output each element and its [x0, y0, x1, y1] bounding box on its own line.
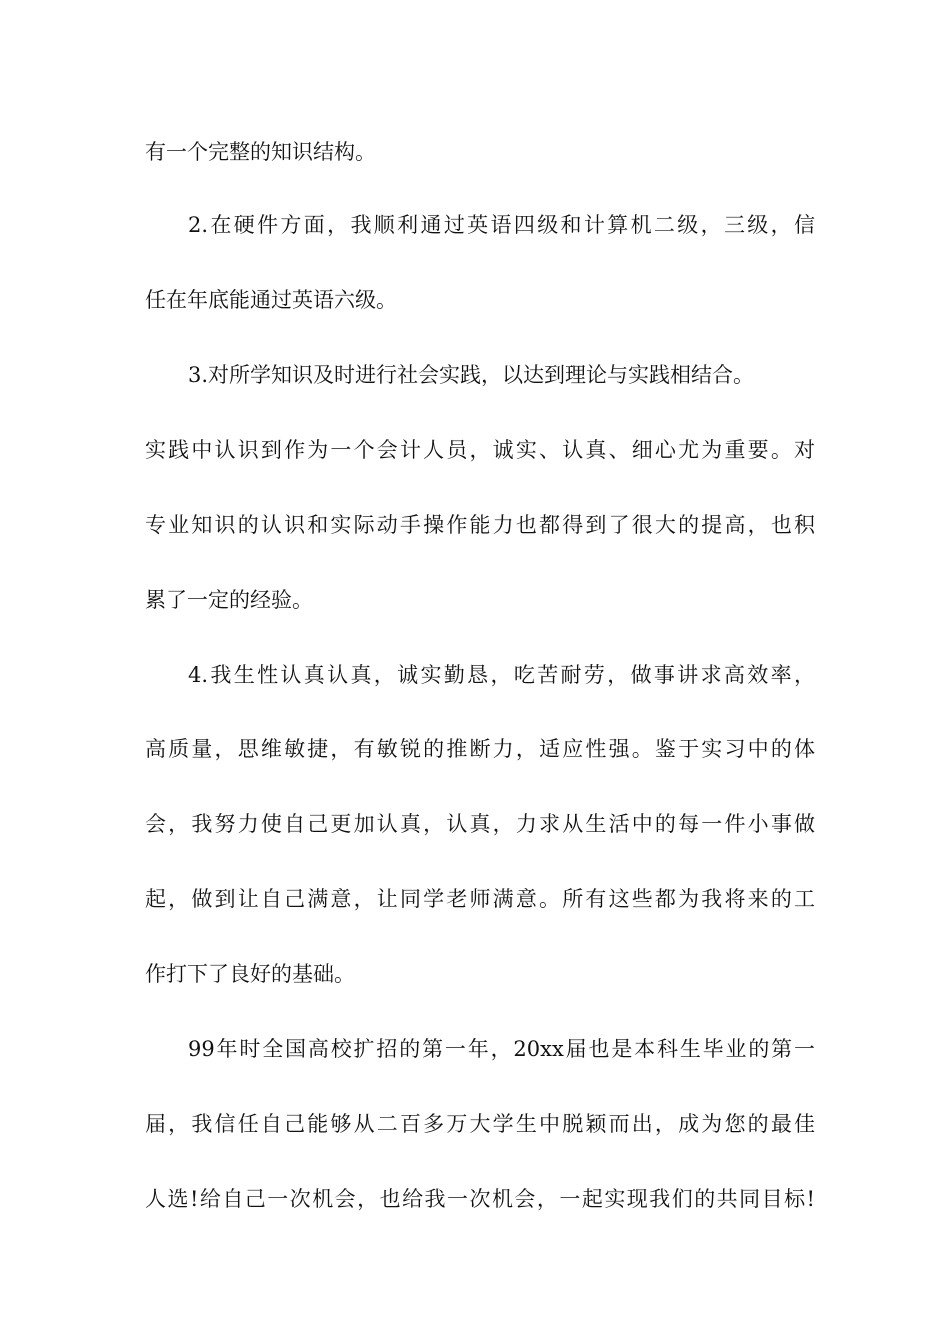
paragraph-first-line: 3.对所学知识及时进行社会实践，以达到理论与实践相结合。	[188, 363, 755, 387]
text-line: 任在年底能通过英语六级。	[145, 288, 397, 312]
text-line: 累了一定的经验。	[145, 588, 313, 612]
text-line: 作打下了良好的基础。	[145, 962, 355, 986]
text-line: 会，我努力使自己更加认真，认真，力求从生活中的每一件小事做	[145, 812, 815, 836]
text-line: 起，做到让自己满意，让同学老师满意。所有这些都为我将来的工	[145, 887, 815, 911]
text-line: 有一个完整的知识结构。	[145, 140, 376, 164]
text-line: 人选!给自己一次机会，也给我一次机会，一起实现我们的共同目标!	[145, 1187, 815, 1211]
text-line: 专业知识的认识和实际动手操作能力也都得到了很大的提高，也积	[145, 513, 815, 537]
text-line: 届，我信任自己能够从二百多万大学生中脱颖而出，成为您的最佳	[145, 1112, 815, 1136]
text-line: 实践中认识到作为一个会计人员，诚实、认真、细心尤为重要。对	[145, 438, 815, 462]
paragraph-first-line: 99年时全国高校扩招的第一年，20xx届也是本科生毕业的第一	[188, 1037, 815, 1061]
text-line: 高质量，思维敏捷，有敏锐的推断力，适应性强。鉴于实习中的体	[145, 737, 815, 761]
paragraph-first-line: 2.在硬件方面，我顺利通过英语四级和计算机二级，三级，信	[188, 213, 815, 237]
paragraph-first-line: 4.我生性认真认真，诚实勤恳，吃苦耐劳，做事讲求高效率，	[188, 663, 815, 687]
